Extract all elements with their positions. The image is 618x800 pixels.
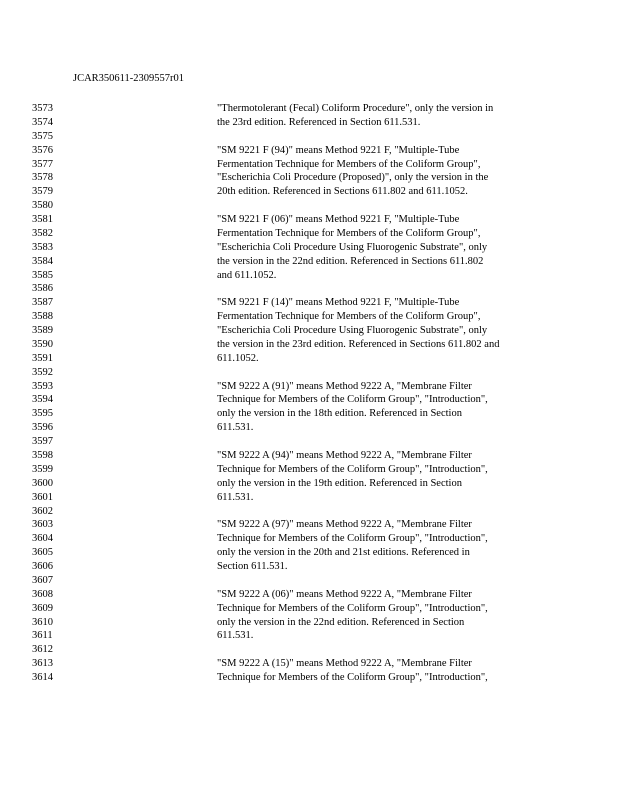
line-text: "SM 9221 F (14)" means Method 9221 F, "Multiple-Tube [217, 297, 460, 309]
line-text: "Thermotolerant (Fecal) Coliform Procedure", only the version in [217, 103, 494, 114]
line-number: 3576 [32, 144, 53, 156]
line-number: 3614 [32, 672, 53, 684]
line-text: Fermentation Technique for Members of the Coliform Group", [217, 227, 481, 239]
line-number: 3579 [32, 186, 53, 198]
line-number: 3588 [32, 311, 53, 323]
line-text: 20th edition. Referenced in Sections 611.802 and 611.1052. [217, 186, 468, 198]
line-number: 3597 [32, 436, 53, 448]
line-number: 3592 [32, 366, 53, 378]
line-number: 3613 [32, 658, 53, 670]
line-text: "Escherichia Coli Procedure Using Fluorogenic Substrate", only [217, 241, 488, 253]
line-number: 3574 [32, 116, 53, 128]
line-text: Technique for Members of the Coliform Group", "Introduction", [217, 394, 488, 406]
line-number: 3583 [32, 241, 53, 253]
line-number: 3584 [32, 255, 53, 267]
line-number: 3594 [32, 394, 53, 406]
line-number: 3587 [32, 297, 53, 309]
line-text: 611.531. [217, 422, 254, 434]
line-text: "Escherichia Coli Procedure (Proposed)", only the version in the [217, 172, 489, 184]
line-number: 3599 [32, 463, 53, 475]
line-text: the version in the 22nd edition. Referenced in Sections 611.802 [217, 255, 484, 267]
line-number: 3611 [32, 630, 53, 642]
line-number: 3573 [32, 103, 53, 114]
line-text: Fermentation Technique for Members of the Coliform Group", [217, 158, 481, 170]
line-number: 3603 [32, 519, 53, 531]
line-text: "Escherichia Coli Procedure Using Fluorogenic Substrate", only [217, 325, 488, 337]
line-number: 3593 [32, 380, 53, 392]
line-number: 3589 [32, 325, 53, 337]
line-text: "SM 9221 F (94)" means Method 9221 F, "Multiple-Tube [217, 144, 460, 156]
line-text: 611.531. [217, 491, 254, 503]
line-number: 3607 [32, 574, 53, 586]
line-number: 3591 [32, 352, 53, 364]
line-text: only the version in the 22nd edition. Referenced in Section [217, 616, 465, 628]
line-text: "SM 9222 A (06)" means Method 9222 A, "Membrane Filter [217, 588, 472, 600]
line-number: 3578 [32, 172, 53, 184]
line-text: Technique for Members of the Coliform Group", "Introduction", [217, 672, 488, 684]
line-text: "SM 9222 A (94)" means Method 9222 A, "Membrane Filter [217, 450, 472, 461]
line-text: Technique for Members of the Coliform Group", "Introduction", [217, 602, 488, 614]
line-number: 3577 [32, 158, 53, 170]
line-number: 3586 [32, 283, 53, 295]
line-text: only the version in the 18th edition. Referenced in Section [217, 408, 462, 420]
line-number: 3595 [32, 408, 53, 420]
line-number: 3598 [32, 450, 53, 461]
line-text: Fermentation Technique for Members of the Coliform Group", [217, 311, 481, 323]
line-text: "SM 9222 A (97)" means Method 9222 A, "Membrane Filter [217, 519, 472, 531]
line-text: Technique for Members of the Coliform Group", "Introduction", [217, 463, 488, 475]
line-number: 3596 [32, 422, 53, 434]
line-text: "SM 9222 A (91)" means Method 9222 A, "Membrane Filter [217, 380, 472, 392]
line-number: 3605 [32, 547, 53, 559]
line-text: Technique for Members of the Coliform Group", "Introduction", [217, 533, 488, 545]
line-text: 611.1052. [217, 352, 259, 364]
line-number: 3608 [32, 588, 53, 600]
line-text: 611.531. [217, 630, 254, 642]
line-number: 3612 [32, 644, 53, 656]
line-number: 3610 [32, 616, 53, 628]
line-number: 3581 [32, 214, 53, 226]
line-number: 3582 [32, 227, 53, 239]
line-number: 3585 [32, 269, 53, 281]
line-number: 3609 [32, 602, 53, 614]
line-text: Section 611.531. [217, 561, 288, 573]
line-text: "SM 9222 A (15)" means Method 9222 A, "Membrane Filter [217, 658, 472, 670]
line-number: 3575 [32, 130, 53, 142]
line-number: 3604 [32, 533, 53, 545]
line-number: 3602 [32, 505, 53, 517]
line-number: 3600 [32, 477, 53, 489]
line-text: the 23rd edition. Referenced in Section 611.531. [217, 116, 421, 128]
line-number: 3601 [32, 491, 53, 503]
line-number: 3580 [32, 200, 53, 212]
line-number: 3590 [32, 338, 53, 350]
document-header: JCAR350611-2309557r01 [73, 73, 185, 84]
line-text: and 611.1052. [217, 269, 277, 281]
line-text: the version in the 23rd edition. Referenced in Sections 611.802 and [217, 338, 500, 350]
line-text: only the version in the 20th and 21st editions. Referenced in [217, 547, 470, 559]
line-text: "SM 9221 F (06)" means Method 9221 F, "Multiple-Tube [217, 214, 460, 226]
line-number: 3606 [32, 561, 53, 573]
line-text: only the version in the 19th edition. Referenced in Section [217, 477, 462, 489]
